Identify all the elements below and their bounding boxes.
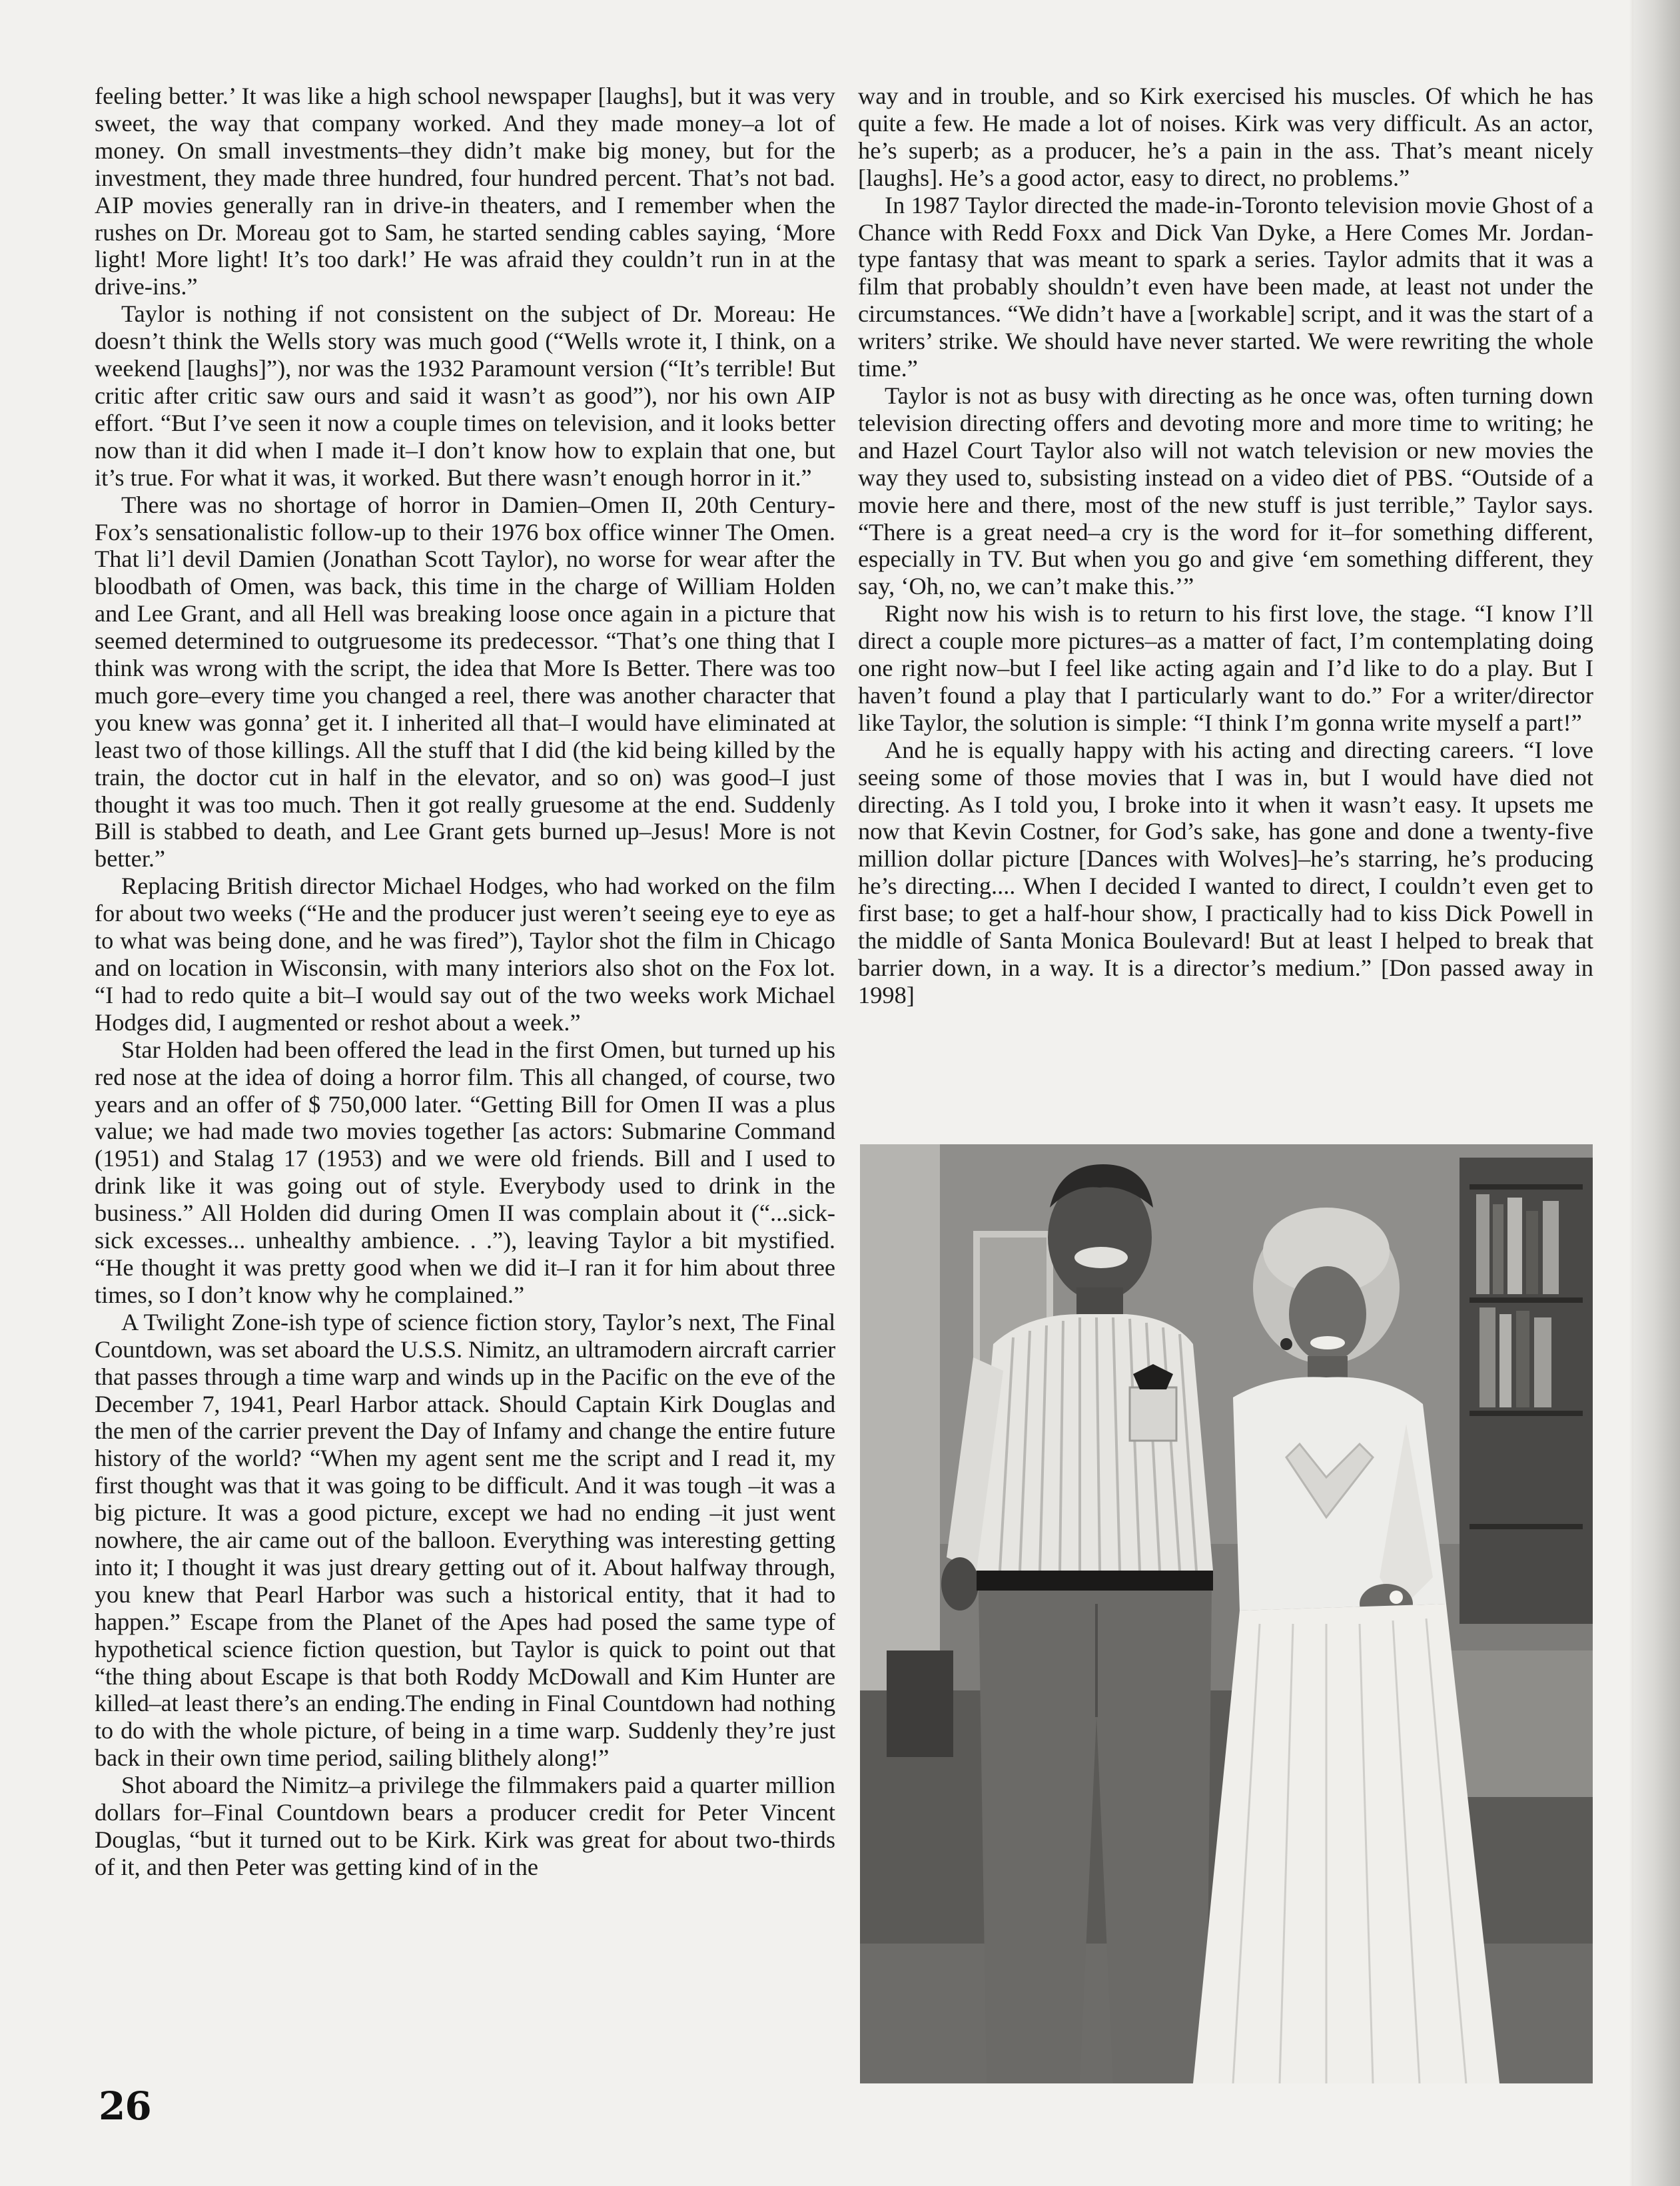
paragraph: way and in trouble, and so Kirk exercised his muscles. Of which he has quite a few. He made a lot of noises. Kirk was very difficult. As an actor, he’s superb; as a producer, he’s a pain in the ass. That’s meant nicely [laughs]. He’s a good actor, easy to direct, no problems.” xyxy=(858,83,1593,191)
page-number: 26 xyxy=(99,2083,151,2129)
paragraph: Taylor is not as busy with directing as he once was, often turning down television directing offers and devoting more and more time to writing; he and Hazel Court Taylor also will not watch television or new movies the way they used to, subsisting instead on a video diet of PBS. “Outside of a movie here and there, most of the new stuff is just terrible,” Taylor says. “There is a great need–a cry is the word for it–for something different, especially in TV. But when you go and give ‘em something different, they say, ‘Oh, no, we can’t make this.’” xyxy=(858,382,1593,600)
paragraph: Replacing British director Michael Hodges, who had worked on the film for about two weeks (“He and the producer just weren’t seeing eye to eye as to what was being done, and he was fired”), Taylor shot the film in Chicago and on location in Wisconsin, with many interiors also shot on the Fox lot. “I had to redo quite a bit–I would say out of the two weeks work Michael Hodges did, I augmented or reshot about a week.” xyxy=(95,873,835,1036)
paragraph: Shot aboard the Nimitz–a privilege the filmmakers paid a quarter million dollars for–Final Countdown bears a producer credit for Peter Vincent Douglas, “but it turned out to be Kirk. Kirk was great for about two-thirds of it, and then Peter was getting kind of in the xyxy=(95,1772,835,1880)
paragraph: feeling better.’ It was like a high school newspaper [laughs], but it was very sweet, the way that company worked. And they made money–a lot of money. On small investments–they didn’t make big money, but for the investment, they made three hundred, four hundred percent. That’s not bad. AIP movies generally ran in drive-in theaters, and I remember when the rushes on Dr. Moreau got to Sam, he started sending cables saying, ‘More light! More light! It’s too dark!’ He was afraid they couldn’t run in at the drive-ins.” xyxy=(95,83,835,300)
paragraph: There was no shortage of horror in Damien–Omen II, 20th Century-Fox’s sensationalistic follow-up to their 1976 box office winner The Omen. That li’l devil Damien (Jonathan Scott Taylor), no worse for wear after the bloodbath of Omen, was back, this time in the charge of William Holden and Lee Grant, and all Hell was breaking loose once again in a picture that seemed determined to outgruesome its predecessor. “That’s one thing that I think was wrong with the script, the idea that More Is Better. There was too much gore–every time you changed a reel, there was another character that you knew was gonna’ get it. I inherited all that–I would have eliminated at least two of those killings. All the stuff that I did (the kid being killed by the train, the doctor cut in half in the elevator, and so on) was good–I just thought it was too much. Then it got really gruesome at the end. Suddenly Bill is stabbed to death, and Lee Grant gets burned up–Jesus! More is not better.” xyxy=(95,491,835,873)
right-column xyxy=(858,83,1593,1009)
paragraph: And he is equally happy with his acting and directing careers. “I love seeing some of those movies that I was in, but I would have died not directing. As I told you, I broke into it when it wasn’t easy. It upsets me now that Kevin Costner, for God’s sake, has gone and done a twenty-five million dollar picture [Dances with Wolves]–he’s starring, he’s producing he’s directing.... When I decided I wanted to direct, I couldn’t even get to first base; to get a half-hour show, I practically had to kiss Dick Powell in the middle of Santa Monica Boulevard! But at least I helped to break that barrier down, in a way. It is a director’s medium.” [Don passed away in 1998] xyxy=(858,736,1593,1008)
paragraph: Star Holden had been offered the lead in the first Omen, but turned up his red nose at the idea of doing a horror film. This all changed, of course, two years and an offer of $ 750,000 later. “Getting Bill for Omen II was a plus value; we had made two movies together [as actors: Submarine Command (1951) and Stalag 17 (1953) and we were old friends. Bill and I used to drink like it was going out of style. Everybody used to drink in the business.” All Holden did during Omen II was complain about it (“...sick-sick excesses... unhealthy ambience. . .”), leaving Taylor a bit mystified. “He thought it was pretty good when we did it–I ran it for him about three times, so I don’t know why he complained.” xyxy=(95,1036,835,1308)
left-column xyxy=(95,83,835,1881)
paragraph: A Twilight Zone-ish type of science fiction story, Taylor’s next, The Final Countdown, was set aboard the U.S.S. Nimitz, an ultramodern aircraft carrier that passes through a time warp and winds up in the Pacific on the eve of the December 7, 1941, Pearl Harbor attack. Should Captain Kirk Douglas and the men of the carrier prevent the Day of Infamy and change the entire future history of the world? “When my agent sent me the script and I read it, my first thought was that it was going to be difficult. And it was tough –it was a big picture. It was a good picture, except we had no ending –it just went nowhere, the air came out of the balloon. Everything was interesting getting into it; I thought it was just dreary getting out of it. About halfway through, you knew that Pearl Harbor was such a historical entity, that it had to happen.” Escape from the Planet of the Apes had posed the same type of hypothetical science fiction question, but Taylor is quick to point out that “the thing about Escape is that both Roddy McDowall and Kim Hunter are killed–at least there’s an ending.The ending in Final Countdown had nothing to do with the whole picture, of being in a time warp. Suddenly they’re just back in their own time period, sailing blithely along!” xyxy=(95,1308,835,1772)
paragraph: In 1987 Taylor directed the made-in-Toronto television movie Ghost of a Chance with Redd Foxx and Dick Van Dyke, a Here Comes Mr. Jordan-type fantasy that was meant to spark a series. Taylor admits that it was a film that probably shouldn’t even have been made, at least not under the circumstances. “We didn’t have a [workable] script, and it was the start of a writers’ strike. We should have never started. We were rewriting the whole time.” xyxy=(858,191,1593,382)
photo-couple xyxy=(860,1144,1593,2083)
page-gutter-shadow xyxy=(1633,0,1680,2186)
paragraph: Right now his wish is to return to his first love, the stage. “I know I’ll direct a couple more pictures–as a matter of fact, I’m contemplating doing one right now–but I feel like acting again and I’d like to do a play. But I haven’t found a play that I particularly want to do.” For a writer/director like Taylor, the solution is simple: “I think I’m gonna write myself a part!” xyxy=(858,600,1593,736)
paragraph: Taylor is nothing if not consistent on the subject of Dr. Moreau: He doesn’t think the Wells story was much good (“Wells wrote it, I think, on a weekend [laughs]”), nor was the 1932 Paramount version (“It’s terrible! But critic after critic saw ours and said it wasn’t as good”), nor his own AIP effort. “But I’ve seen it now a couple times on television, and it looks better now than it did when I made it–I don’t know how to explain that one, but it’s true. For what it was, it worked. But there wasn’t enough horror in it.” xyxy=(95,300,835,491)
